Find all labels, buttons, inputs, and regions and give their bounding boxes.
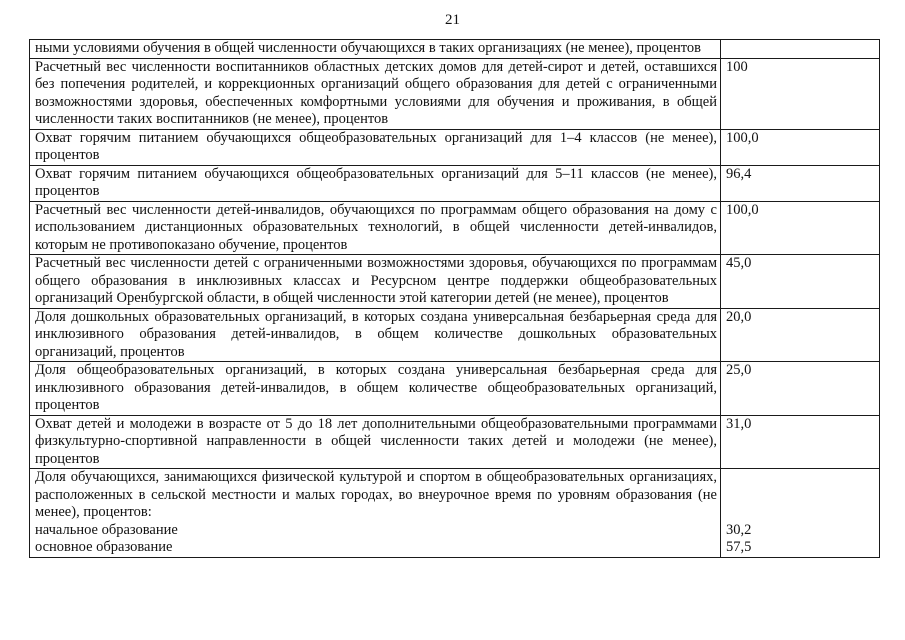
page-number: 21 xyxy=(445,12,460,28)
indicator-description: Охват горячим питанием обучающихся общеобразовательных организаций для 5–11 классов (не менее), процентов xyxy=(30,165,721,201)
indicator-description: ными условиями обучения в общей численности обучающихся в таких организациях (не менее), процентов xyxy=(30,40,721,59)
indicator-description: Доля общеобразовательных организаций, в которых создана универсальная безбарьерная среда для инклюзивного образования детей-инвалидов, в общем количестве общеобразовательных организаций, процентов xyxy=(30,362,721,416)
indicators-table xyxy=(29,39,880,558)
indicator-description: Доля дошкольных образовательных организаций, в которых создана универсальная безбарьерная среда для инклюзивного образования детей-инвалидов, в общем количестве дошкольных образовательных организаций, процентов xyxy=(30,308,721,362)
table-row xyxy=(30,415,880,469)
table-row xyxy=(30,308,880,362)
sub-item-value: 30,2 xyxy=(726,521,752,538)
indicator-description: Расчетный вес численности детей-инвалидов, обучающихся по программам общего образования на дому с использованием дистанционных образовательных технологий, в общей численности детей-инвалидов, которым не противопоказано обучение, процентов xyxy=(30,201,721,255)
table-row xyxy=(30,469,880,558)
indicator-value: 100 xyxy=(721,58,880,129)
indicator-value: 100,0 xyxy=(721,201,880,255)
indicator-description: Расчетный вес численности детей с ограниченными возможностями здоровья, обучающихся по программам общего образования в инклюзивных классах и Ресурсном центре поддержки общеобразовательных организаций Оренбургской области, в общей численности этой категории детей (не менее), процентов xyxy=(30,255,721,309)
indicator-description: Доля обучающихся, занимающихся физической культурой и спортом в общеобразовательных организациях, расположенных в сельской местности и малых городах, во внеурочное время по уровням образования (не менее), процентов: xyxy=(35,469,717,520)
table-row xyxy=(30,58,880,129)
sub-item-label: основное образование xyxy=(35,539,173,555)
table-row xyxy=(30,129,880,165)
table-row xyxy=(30,40,880,59)
indicator-value: 31,0 xyxy=(721,415,880,469)
table-row xyxy=(30,362,880,416)
table-row xyxy=(30,165,880,201)
indicator-description: Охват детей и молодежи в возрасте от 5 до 18 лет дополнительными общеобразовательными программами физкультурно-спортивной направленности в общей численности таких детей и молодежи (не менее), процентов xyxy=(30,415,721,469)
indicator-value: 100,0 xyxy=(721,129,880,165)
indicator-value: 45,0 xyxy=(721,255,880,309)
sub-item-value: 57,5 xyxy=(726,539,752,555)
indicator-description-multilevel xyxy=(30,469,721,558)
indicator-description: Расчетный вес численности воспитанников областных детских домов для детей-сирот и детей, оставшихся без попечения родителей, и коррекционных организаций общего образования для детей с ограниченными возможностями здоровья, обеспеченных комфортными условиями для обучения и проживания, в общей численности таких воспитанников (не менее), процентов xyxy=(30,58,721,129)
indicator-value xyxy=(721,40,880,59)
indicator-value: 20,0 xyxy=(721,308,880,362)
table-row xyxy=(30,255,880,309)
indicator-value: 96,4 xyxy=(721,165,880,201)
indicator-description: Охват горячим питанием обучающихся общеобразовательных организаций для 1–4 классов (не менее), процентов xyxy=(30,129,721,165)
indicator-value: 25,0 xyxy=(721,362,880,416)
spacer xyxy=(726,469,876,522)
table-row xyxy=(30,201,880,255)
indicator-value-multilevel xyxy=(721,469,880,558)
sub-item-label: начальное образование xyxy=(35,521,178,538)
